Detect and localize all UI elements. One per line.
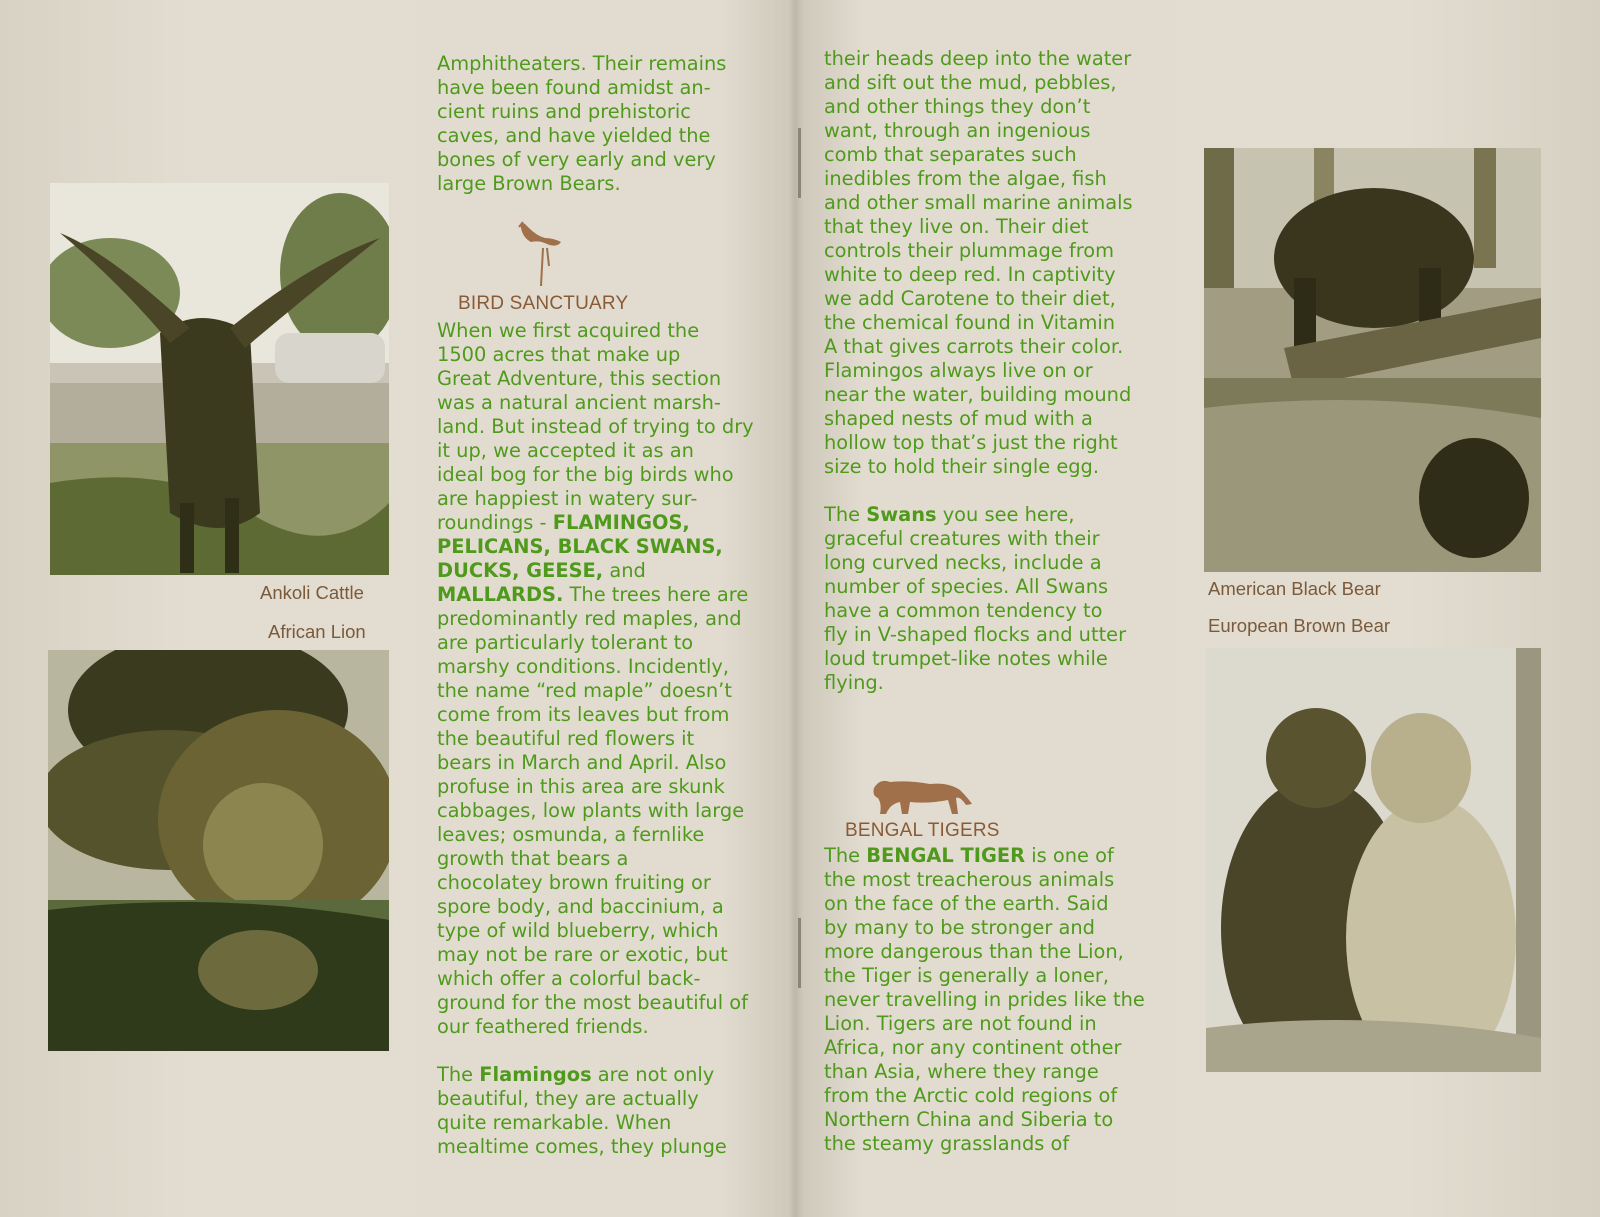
body-line: Africa, nor any continent other xyxy=(824,1036,1122,1059)
ankoli-cattle-caption: Ankoli Cattle xyxy=(260,582,364,603)
body-line: never travelling in prides like the xyxy=(824,988,1145,1011)
tiger-icon xyxy=(868,774,978,818)
staple-bottom xyxy=(798,918,801,988)
body-line: marshy conditions. Incidently, xyxy=(437,655,730,678)
body-line: A that gives carrots their color. xyxy=(824,335,1124,358)
body-line: graceful creatures with their xyxy=(824,527,1100,550)
bird-name: DUCKS, GEESE, xyxy=(437,559,604,582)
african-lion-caption: African Lion xyxy=(268,621,366,642)
american-black-bear-photo xyxy=(1204,148,1541,572)
american-black-bear-caption: American Black Bear xyxy=(1208,578,1381,599)
body-line xyxy=(437,511,787,535)
body-line xyxy=(437,559,787,583)
text-run: The trees here are xyxy=(563,583,749,606)
body-line: the steamy grasslands of xyxy=(824,1132,1070,1155)
text-run: The xyxy=(824,844,867,867)
body-line: shaped nests of mud with a xyxy=(824,407,1093,430)
body-line: was a natural ancient marsh- xyxy=(437,391,721,414)
intro-line: have been found amidst an- xyxy=(437,76,711,99)
text-run: you see here, xyxy=(936,503,1075,526)
body-line: mealtime comes, they plunge xyxy=(437,1135,727,1158)
body-line: quite remarkable. When xyxy=(437,1111,672,1134)
body-line: white to deep red. In captivity xyxy=(824,263,1116,286)
bird-name: FLAMINGOS, xyxy=(552,511,690,534)
body-line: from the Arctic cold regions of xyxy=(824,1084,1118,1107)
body-line: near the water, building mound xyxy=(824,383,1132,406)
body-line xyxy=(437,1063,787,1087)
body-line: may not be rare or exotic, but xyxy=(437,943,728,966)
text-run: The xyxy=(437,1063,480,1086)
body-line: that they live on. Their diet xyxy=(824,215,1089,238)
text-run: is one of xyxy=(1025,844,1114,867)
bengal-tigers-heading: BENGAL TIGERS xyxy=(845,820,1000,841)
body-line: Flamingos always live on or xyxy=(824,359,1093,382)
bird-sanctuary-text xyxy=(437,319,787,1159)
body-line: we add Carotene to their diet, xyxy=(824,287,1116,310)
bird-name: PELICANS, BLACK SWANS, xyxy=(437,535,723,558)
body-line: profuse in this area are skunk xyxy=(437,775,725,798)
text-run: The xyxy=(824,503,867,526)
body-line xyxy=(824,503,1184,527)
body-line: the beautiful red flowers it xyxy=(437,727,695,750)
body-line: Northern China and Siberia to xyxy=(824,1108,1114,1131)
body-line: loud trumpet-like notes while xyxy=(824,647,1108,670)
european-brown-bear-caption: European Brown Bear xyxy=(1208,615,1391,636)
body-line: 1500 acres that make up xyxy=(437,343,681,366)
body-line: long curved necks, include a xyxy=(824,551,1102,574)
body-line xyxy=(824,844,1184,868)
body-line: chocolatey brown fruiting or xyxy=(437,871,711,894)
body-line: fly in V-shaped flocks and utter xyxy=(824,623,1127,646)
bengal-tigers-text xyxy=(824,844,1184,1156)
body-line: and sift out the mud, pebbles, xyxy=(824,71,1117,94)
body-line: the name “red maple” doesn’t xyxy=(437,679,732,702)
body-line: Great Adventure, this section xyxy=(437,367,722,390)
body-line: Lion. Tigers are not found in xyxy=(824,1012,1097,1035)
text-run: and xyxy=(603,559,646,582)
body-line: bears in March and April. Also xyxy=(437,751,727,774)
body-line: want, through an ingenious xyxy=(824,119,1091,142)
body-line: more dangerous than the Lion, xyxy=(824,940,1124,963)
body-line: are particularly tolerant to xyxy=(437,631,694,654)
body-line: comb that separates such xyxy=(824,143,1077,166)
body-line: controls their plummage from xyxy=(824,239,1114,262)
body-line: and other things they don’t xyxy=(824,95,1091,118)
body-line: size to hold their single egg. xyxy=(824,455,1100,478)
body-line: by many to be stronger and xyxy=(824,916,1095,939)
body-line: their heads deep into the water xyxy=(824,47,1132,70)
intro-line: caves, and have yielded the xyxy=(437,124,711,147)
intro-line: bones of very early and very xyxy=(437,148,716,171)
bird-name: MALLARDS. xyxy=(437,583,564,606)
text-run: are not only xyxy=(591,1063,715,1086)
column-2 xyxy=(824,47,1184,695)
body-line: number of species. All Swans xyxy=(824,575,1109,598)
intro-line: large Brown Bears. xyxy=(437,172,621,195)
body-line: type of wild blueberry, which xyxy=(437,919,719,942)
body-line: beautiful, they are actually xyxy=(437,1087,699,1110)
body-line: it up, we accepted it as an xyxy=(437,439,694,462)
staple-top xyxy=(798,128,801,198)
body-line: leaves; osmunda, a fernlike xyxy=(437,823,705,846)
body-line: ideal bog for the big birds who xyxy=(437,463,734,486)
body-line: the Tiger is generally a loner, xyxy=(824,964,1110,987)
flamingo-name: Flamingos xyxy=(479,1063,592,1086)
body-line: predominantly red maples, and xyxy=(437,607,742,630)
body-line: land. But instead of trying to dry xyxy=(437,415,754,438)
body-line: growth that bears a xyxy=(437,847,629,870)
body-line: than Asia, where they range xyxy=(824,1060,1099,1083)
body-line: When we first acquired the xyxy=(437,319,700,342)
body-line: the most treacherous animals xyxy=(824,868,1115,891)
body-line: come from its leaves but from xyxy=(437,703,730,726)
swan-name: Swans xyxy=(866,503,937,526)
body-line xyxy=(437,583,787,607)
text-run: roundings - xyxy=(437,511,553,534)
body-line: spore body, and baccinium, a xyxy=(437,895,724,918)
column-1 xyxy=(437,52,787,196)
bird-sanctuary-heading: BIRD SANCTUARY xyxy=(458,293,629,314)
intro-line: cient ruins and prehistoric xyxy=(437,100,691,123)
body-line: which offer a colorful back- xyxy=(437,967,701,990)
body-line: hollow top that’s just the right xyxy=(824,431,1118,454)
body-line xyxy=(437,535,787,559)
body-line: on the face of the earth. Said xyxy=(824,892,1109,915)
intro-line: Amphitheaters. Their remains xyxy=(437,52,727,75)
body-line: and other small marine animals xyxy=(824,191,1133,214)
flamingo-icon xyxy=(517,218,567,288)
body-line: are happiest in watery sur- xyxy=(437,487,698,510)
body-line: ground for the most beautiful of xyxy=(437,991,748,1014)
european-brown-bear-photo xyxy=(1206,648,1541,1072)
body-line: flying. xyxy=(824,671,884,694)
ankoli-cattle-photo xyxy=(50,183,389,575)
body-line: our feathered friends. xyxy=(437,1015,649,1038)
tiger-name: BENGAL TIGER xyxy=(866,844,1026,867)
body-line: cabbages, low plants with large xyxy=(437,799,745,822)
body-line: have a common tendency to xyxy=(824,599,1103,622)
body-line: inedibles from the algae, fish xyxy=(824,167,1107,190)
african-lion-photo xyxy=(48,650,389,1051)
body-line: the chemical found in Vitamin xyxy=(824,311,1116,334)
